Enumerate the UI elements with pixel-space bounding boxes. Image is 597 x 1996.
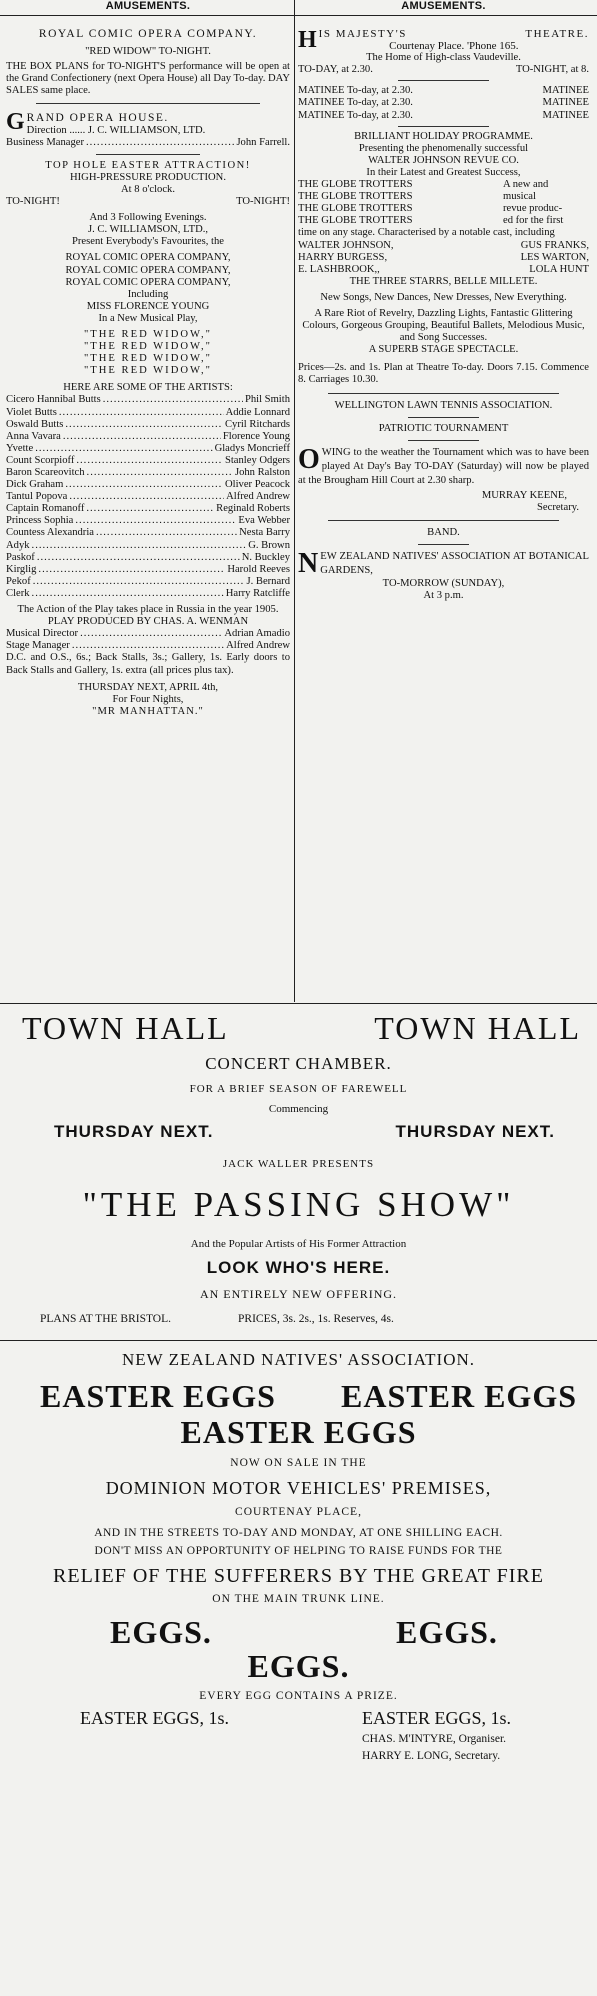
goh-widow-line: "THE RED WIDOW," (83, 365, 213, 377)
left-column (6, 0, 290, 718)
hmt-today: TO-DAY, at 2.30. TO-NIGHT, at 8. (298, 64, 589, 76)
commencing: Commencing (268, 1103, 329, 1115)
divider (328, 393, 559, 394)
section-rule (0, 1003, 597, 1004)
staff-row: Musical Director ..... Adrian Amadio (6, 628, 290, 640)
cast-actor: Phil Smith (244, 394, 290, 406)
hmt-line-1: IS MAJESTY'S THEATRE. (318, 28, 589, 40)
secretary: HARRY E. LONG, Secretary. (362, 1750, 501, 1762)
divider (408, 440, 479, 441)
goh-star: MISS FLORENCE YOUNG (86, 300, 210, 312)
hmt-trotter-side: revue produc- (503, 203, 563, 215)
hmt-rare: A Rare Riot of Revelry, Dazzling Lights, Fantastic Glittering Colours, Gorgeous Grouping, Beautiful Ballets, Melodious Music, and Song Successes. (302, 307, 585, 344)
cast-actor: Nesta Barry (239, 527, 290, 539)
cast-role: Adyk (6, 539, 30, 551)
cast-row (6, 394, 290, 406)
cast-role: Clerk (6, 587, 30, 599)
leader-dots (65, 419, 223, 431)
courtenay-place: COURTENAY PLACE, (235, 1506, 362, 1518)
cast-actor: Addie Lonnard (225, 406, 290, 418)
leader-dots (86, 503, 214, 515)
cast-actor: Gladys Moncrieff (214, 442, 290, 454)
goh-widow-line: "THE RED WIDOW," (83, 341, 213, 353)
cast-actor: Oliver Peacock (224, 479, 290, 491)
hmt-superb: A SUPERB STAGE SPECTACLE. (368, 344, 519, 356)
cast-actor: Reginald Roberts (216, 503, 290, 515)
lawn-tennis-ad (298, 400, 589, 514)
hmt-trotter-side: A new and (503, 179, 549, 191)
cast-row (6, 540, 290, 552)
leader-dots (32, 540, 247, 552)
hmt-line-2: Courtenay Place. 'Phone 165. (389, 40, 519, 53)
column-divider (294, 0, 295, 1002)
staff-row: Stage Manager ..... Alfred Andrew (6, 640, 290, 652)
look-whos-here: LOOK WHO'S HERE. (206, 1258, 391, 1277)
goh-musical: In a New Musical Play, (98, 312, 198, 324)
hmt-songs: New Songs, New Dances, New Dresses, New Everything. (320, 291, 567, 303)
cast-row (6, 407, 290, 419)
dominion-premises: DOMINION MOTOR VEHICLES' PREMISES, (105, 1478, 492, 1498)
hmt-company: WALTER JOHNSON REVUE CO. (368, 154, 519, 166)
leader-dots (37, 552, 240, 564)
drop-cap: O (298, 443, 320, 475)
hmt-trotter: THE GLOBE TROTTERS (298, 191, 413, 203)
royal-comic-opera-ad (6, 28, 290, 97)
leader-dots (76, 455, 223, 467)
price-line: EASTER EGGS, 1s. (80, 1708, 230, 1728)
leader-dots (103, 394, 243, 406)
cast-row (6, 588, 290, 600)
leader-dots (35, 443, 212, 455)
goh-prices: D.C. and O.S., 6s.; Back Stalls, 3s.; Gallery, 1s. Early doors to Back Stalls and Gallery, 1s. extra (all prices plus tax). (6, 652, 290, 676)
town-hall-title: TOWN HALL (22, 1010, 229, 1046)
goh-presenter: J. C. WILLIAMSON, LTD., (87, 224, 209, 236)
eggs-word: EGGS. (110, 1614, 212, 1650)
right-column-header: AMUSEMENTS. (401, 0, 486, 12)
hmt-prices: Prices—2s. and 1s. Plan at Theatre To-day. Doors 7.15. Commence 8. Carriages 10.30. (298, 362, 589, 386)
leader-dots (65, 479, 223, 491)
main-trunk-line: ON THE MAIN TRUNK LINE. (212, 1593, 385, 1605)
cast-role: Count Scorpioff (6, 454, 75, 466)
cast-role: Cicero Hannibal Butts (6, 394, 101, 406)
cast-row (6, 455, 290, 467)
grand-opera-house-ad (6, 110, 290, 717)
goh-present-line: Present Everybody's Favourites, the (72, 236, 224, 248)
leader-dots (75, 515, 236, 527)
cast-actor: Eva Webber (238, 515, 290, 527)
cast-row (6, 491, 290, 503)
divider (328, 520, 559, 521)
goh-next-1: THURSDAY NEXT, APRIL 4th, (77, 681, 219, 693)
leader-dots (33, 576, 245, 588)
cast-role: Paskof (6, 551, 35, 563)
section-rule (0, 1340, 597, 1341)
rco-body: THE BOX PLANS for TO-NIGHT'S performance will be open at the Grand Confectionery (next Opera House) all Day To-day. DAY SALES same place. (6, 61, 290, 97)
goh-producer: PLAY PRODUCED BY CHAS. A. WENMAN (47, 616, 249, 628)
leader-dots (38, 564, 225, 576)
cast-actor: G. Brown (248, 539, 290, 551)
goh-widow-line: "THE RED WIDOW," (83, 353, 213, 365)
goh-action: The Action of the Play takes place in Russia in the year 1905. (17, 604, 279, 616)
goh-company-line: ROYAL COMIC OPERA COMPANY, (65, 252, 231, 264)
easter-eggs-heading: EASTER EGGS (180, 1414, 417, 1450)
goh-including: Including (127, 288, 169, 300)
cast-row (6, 576, 290, 588)
cast-list (6, 394, 290, 600)
drop-cap: H (298, 27, 317, 53)
easter-eggs-heading: EASTER EGGS (40, 1378, 276, 1414)
goh-artists-title: HERE ARE SOME OF THE ARTISTS: (63, 382, 233, 394)
hmt-matinee: MATINEE To-day, at 2.30. MATINEE (298, 85, 589, 97)
divider (96, 154, 200, 155)
cast-actor: Cyril Ritchards (224, 418, 290, 430)
right-column (298, 0, 589, 602)
hmt-latest: In their Latest and Greatest Success, (366, 166, 521, 178)
divider (398, 126, 489, 127)
cast-role: Baron Scareovitch (6, 467, 85, 478)
organiser: CHAS. M'INTYRE, Organiser. (362, 1733, 507, 1745)
hmt-presenting: Presenting the phenomenally successful (358, 142, 529, 154)
hmt-cast-pair: E. LASHBROOK,, LOLA HUNT (298, 263, 589, 275)
goh-next-2: For Four Nights, (112, 693, 184, 705)
leader-dots (32, 588, 224, 600)
cast-actor: Harry Ratcliffe (225, 587, 290, 599)
goh-attraction: TOP HOLE EASTER ATTRACTION! (45, 159, 251, 171)
goh-company-line: ROYAL COMIC OPERA COMPANY, (65, 276, 231, 288)
rco-subtitle: "RED WIDOW" TO-NIGHT. (85, 46, 211, 58)
cast-row (6, 515, 290, 527)
goh-next-3: "MR MANHATTAN." (92, 705, 204, 717)
hmt-trotter: THE GLOBE TROTTERS (298, 215, 413, 227)
easter-eggs-heading: EASTER EGGS (341, 1378, 577, 1414)
popular-artists: And the Popular Artists of His Former Attraction (190, 1238, 407, 1250)
cast-row (6, 564, 290, 576)
tennis-body: WING to the weather the Tournament which was to have been played At Day's Bay TO-DAY (Saturday) will now be played at the Brougham Hill Court at 2.30 sharp. (298, 446, 589, 486)
farewell-season: FOR A BRIEF SEASON OF FAREWELL (189, 1083, 408, 1095)
hmt-cast-pair: WALTER JOHNSON, GUS FRANKS, (298, 239, 589, 251)
goh-tonight: TO-NIGHT! TO-NIGHT! (6, 196, 290, 208)
hmt-trotter: THE GLOBE TROTTERS (298, 179, 413, 191)
cast-row (6, 552, 290, 564)
thursday-next: THURSDAY NEXT. (54, 1122, 214, 1141)
cast-row (6, 479, 290, 491)
leader-dots (96, 527, 237, 539)
now-on-sale: NOW ON SALE IN THE (230, 1457, 367, 1469)
divider (398, 80, 489, 81)
band-time: At 3 p.m. (423, 590, 464, 602)
hmt-trotters-block (298, 179, 589, 227)
cast-actor: John Ralston (234, 467, 290, 478)
cast-role: Violet Butts (6, 406, 57, 418)
band-title: BAND. (427, 526, 460, 538)
concert-chamber: CONCERT CHAMBER. (205, 1054, 392, 1073)
eggs-word: EGGS. (247, 1648, 350, 1684)
cast-row (6, 443, 290, 455)
hmt-matinee: MATINEE To-day, at 2.30. MATINEE (298, 109, 589, 121)
goh-time: At 8 o'clock. (121, 183, 175, 195)
cast-actor: Harold Reeves (227, 563, 290, 575)
cast-actor: N. Buckley (241, 551, 290, 563)
drop-cap: N (298, 548, 319, 579)
cast-role: Anna Vavara (6, 430, 61, 442)
hmt-trotter-side: musical (503, 191, 536, 203)
band-body: EW ZEALAND NATIVES' ASSOCIATION AT BOTANICAL GARDENS, (320, 551, 589, 576)
cast-role: Oswald Butts (6, 418, 64, 430)
cast-role: Princess Sophia (6, 515, 74, 527)
divider (36, 103, 260, 104)
cast-row (6, 527, 290, 539)
hmt-line-3: The Home of High-class Vaudeville. (366, 52, 521, 64)
leader-dots (63, 431, 221, 443)
goh-title: RAND OPERA HOUSE. (26, 112, 169, 125)
cast-row (6, 467, 290, 479)
dont-miss-line: DON'T MISS AN OPPORTUNITY OF HELPING TO RAISE FUNDS FOR THE (94, 1545, 503, 1557)
his-majestys-theatre-ad (298, 28, 589, 387)
hmt-starrs: THE THREE STARRS, BELLE MILLETE. (349, 275, 538, 287)
hmt-brilliant: BRILLIANT HOLIDAY PROGRAMME. (354, 130, 533, 142)
goh-following: And 3 Following Evenings. (89, 212, 207, 224)
town-hall-title: TOWN HALL (374, 1010, 581, 1046)
cast-row (6, 431, 290, 443)
cast-role: Kirglig (6, 563, 37, 575)
tennis-sig: MURRAY KEENE, (481, 489, 567, 501)
relief-line: RELIEF OF THE SUFFERERS BY THE GREAT FIRE (53, 1565, 544, 1587)
cast-role: Pekof (6, 575, 31, 587)
cast-actor: Alfred Andrew (226, 491, 290, 503)
rco-title: ROYAL COMIC OPERA COMPANY. (38, 28, 258, 40)
prices: PRICES, 3s. 2s., 1s. Reserves, 4s. (238, 1313, 394, 1325)
hmt-matinee: MATINEE To-day, at 2.30. MATINEE (298, 97, 589, 109)
tennis-title: WELLINGTON LAWN TENNIS ASSOCIATION. (334, 399, 553, 411)
every-egg-prize: EVERY EGG CONTAINS A PRIZE. (199, 1690, 398, 1702)
cast-row (6, 419, 290, 431)
cast-role: Countess Alexandria (6, 527, 94, 539)
cast-role: Yvette (6, 442, 34, 454)
leader-dots (59, 407, 224, 419)
thursday-next: THURSDAY NEXT. (395, 1122, 555, 1141)
goh-company-line: ROYAL COMIC OPERA COMPANY, (65, 264, 231, 276)
cast-actor: Stanley Odgers (224, 454, 290, 466)
new-offering: AN ENTIRELY NEW OFFERING. (199, 1287, 398, 1301)
divider (408, 417, 479, 418)
drop-cap: G (6, 109, 25, 136)
leader-dots (69, 491, 224, 503)
cast-role: Captain Romanoff (6, 503, 85, 515)
hmt-time-line: time on any stage. Characterised by a notable cast, including (298, 227, 555, 239)
left-column-header: AMUSEMENTS. (105, 0, 191, 12)
passing-show-title: "THE PASSING SHOW" (82, 1185, 515, 1224)
band-when: TO-MORROW (SUNDAY), (382, 578, 505, 589)
cast-row (6, 503, 290, 515)
jack-waller-presents: JACK WALLER PRESENTS (222, 1158, 375, 1170)
divider (418, 544, 469, 545)
band-ad (298, 527, 589, 602)
hmt-cast-pair: HARRY BURGESS, LES WARTON, (298, 251, 589, 263)
cast-role: Tantul Popova (6, 491, 68, 503)
goh-direction: Direction ...... J. C. WILLIAMSON, LTD. (26, 124, 206, 136)
goh-business-manager: Business Manager ..... John Farrell. (6, 137, 290, 149)
tennis-sub: PATRIOTIC TOURNAMENT (378, 422, 509, 434)
natives-association: NEW ZEALAND NATIVES' ASSOCIATION. (121, 1350, 476, 1369)
leader-dots (87, 467, 233, 479)
tennis-sec: Secretary. (537, 501, 579, 513)
goh-production: HIGH-PRESSURE PRODUCTION. (70, 171, 226, 183)
cast-actor: Florence Young (222, 430, 290, 442)
cast-role: Dick Graham (6, 479, 64, 491)
plans-bristol: PLANS AT THE BRISTOL. (40, 1313, 171, 1325)
streets-line: AND IN THE STREETS TO-DAY AND MONDAY, AT ONE SHILLING EACH. (94, 1527, 503, 1539)
goh-widow-line: "THE RED WIDOW," (83, 328, 213, 340)
hmt-trotter: THE GLOBE TROTTERS (298, 203, 413, 215)
cast-actor: J. Bernard (246, 575, 290, 587)
price-line: EASTER EGGS, 1s. (362, 1708, 512, 1728)
eggs-word: EGGS. (396, 1614, 498, 1650)
hmt-trotter-side: ed for the first (503, 215, 564, 227)
